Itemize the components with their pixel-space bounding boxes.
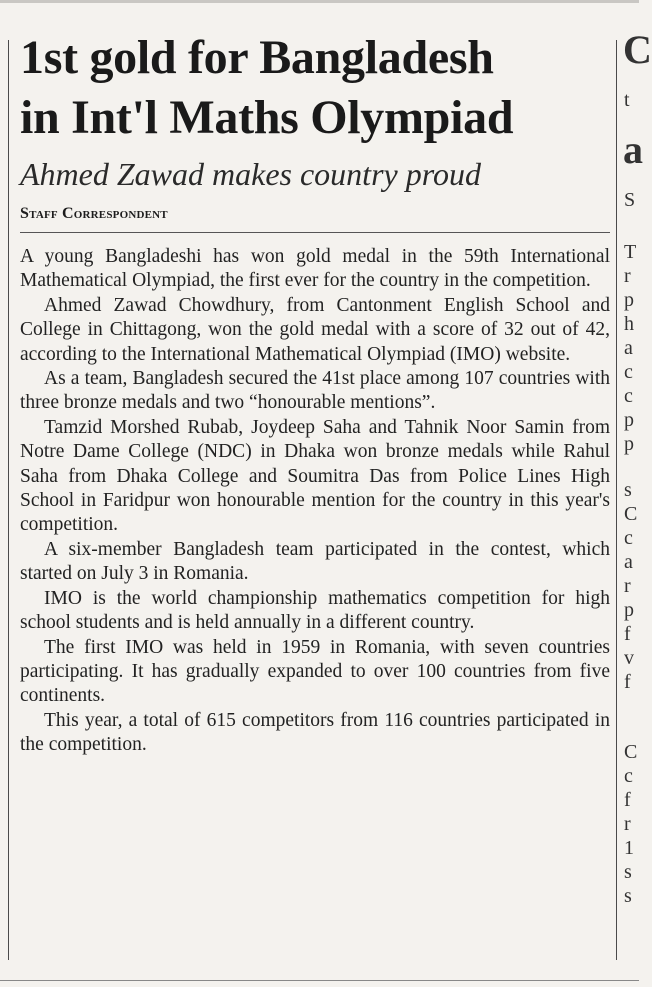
- adjacent-letter: f: [624, 623, 631, 645]
- paragraph: IMO is the world championship mathematics competition for high school students and is held annually in a different country.: [20, 587, 610, 634]
- paragraph: Tamzid Morshed Rubab, Joydeep Saha and Tahnik Noor Samin from Notre Dame College (NDC) in Dhaka won bronze medals while Rahul Saha from Dhaka College and Soumitra Das from Police Lines High School in Faridpur won honourable mention for the country in this year's competition.: [20, 416, 610, 536]
- top-border: [0, 0, 639, 3]
- adjacent-letter: t: [624, 89, 630, 111]
- adjacent-letter: 1: [624, 837, 634, 859]
- paragraph: A six-member Bangladesh team participated in the contest, which started on July 3 in Romania.: [20, 538, 610, 585]
- paragraph: A young Bangladeshi has won gold medal in the 59th International Mathematical Olympiad, the first ever for the country in the competition.: [20, 246, 610, 292]
- left-column-rule: [8, 40, 9, 960]
- adjacent-letter: c: [624, 765, 633, 787]
- byline: Staff Correspondent: [20, 205, 168, 222]
- adjacent-letter: f: [624, 671, 631, 693]
- adjacent-letter: C: [624, 741, 638, 763]
- byline-divider: [20, 232, 610, 233]
- adjacent-letter: p: [624, 599, 634, 621]
- headline-line-1: 1st gold for Bangladesh: [20, 31, 494, 84]
- paragraph: This year, a total of 615 competitors from 116 countries participated in the competition.: [20, 709, 610, 756]
- headline: [20, 28, 610, 148]
- adjacent-letter: S: [624, 189, 636, 211]
- news-article: [20, 28, 610, 758]
- adjacent-letter: c: [624, 527, 633, 549]
- adjacent-letter: h: [624, 313, 634, 335]
- adjacent-letter: r: [624, 575, 631, 597]
- paragraph: As a team, Bangladesh secured the 41st place among 107 countries with three bronze medals and two “honourable mentions”.: [20, 368, 610, 414]
- adjacent-letter: T: [624, 241, 637, 263]
- adjacent-letter: s: [624, 479, 632, 501]
- adjacent-letter: p: [624, 433, 634, 455]
- adjacent-letter: a: [624, 551, 633, 573]
- adjacent-letter: s: [624, 885, 632, 907]
- adjacent-letter: p: [624, 289, 634, 311]
- adjacent-letter: C: [623, 27, 652, 72]
- paragraph: The first IMO was held in 1959 in Romania, with seven countries participating. It has gradually expanded to over 100 countries from five continents.: [20, 636, 610, 707]
- subheadline: Ahmed Zawad makes country proud: [20, 156, 481, 192]
- adjacent-column-fragment: [622, 0, 652, 980]
- adjacent-letter: r: [624, 265, 631, 287]
- article-body: [20, 245, 610, 758]
- adjacent-letter: c: [624, 385, 633, 407]
- adjacent-letter: c: [624, 361, 633, 383]
- adjacent-letter: v: [624, 647, 634, 669]
- adjacent-letter: p: [624, 409, 634, 431]
- adjacent-letter: a: [624, 337, 633, 359]
- right-column-rule: [616, 40, 617, 960]
- headline-line-2: in Int'l Maths Olympiad: [20, 91, 514, 144]
- paragraph: Ahmed Zawad Chowdhury, from Cantonment English School and College in Chittagong, won the gold medal with a score of 32 out of 42, according to the International Mathematical Olympiad (IMO) website.: [20, 294, 610, 365]
- adjacent-letter: a: [623, 127, 643, 172]
- adjacent-letter: r: [624, 813, 631, 835]
- bottom-border: [0, 980, 639, 981]
- adjacent-letter: C: [624, 503, 638, 525]
- adjacent-letter: s: [624, 861, 632, 883]
- adjacent-letter: f: [624, 789, 631, 811]
